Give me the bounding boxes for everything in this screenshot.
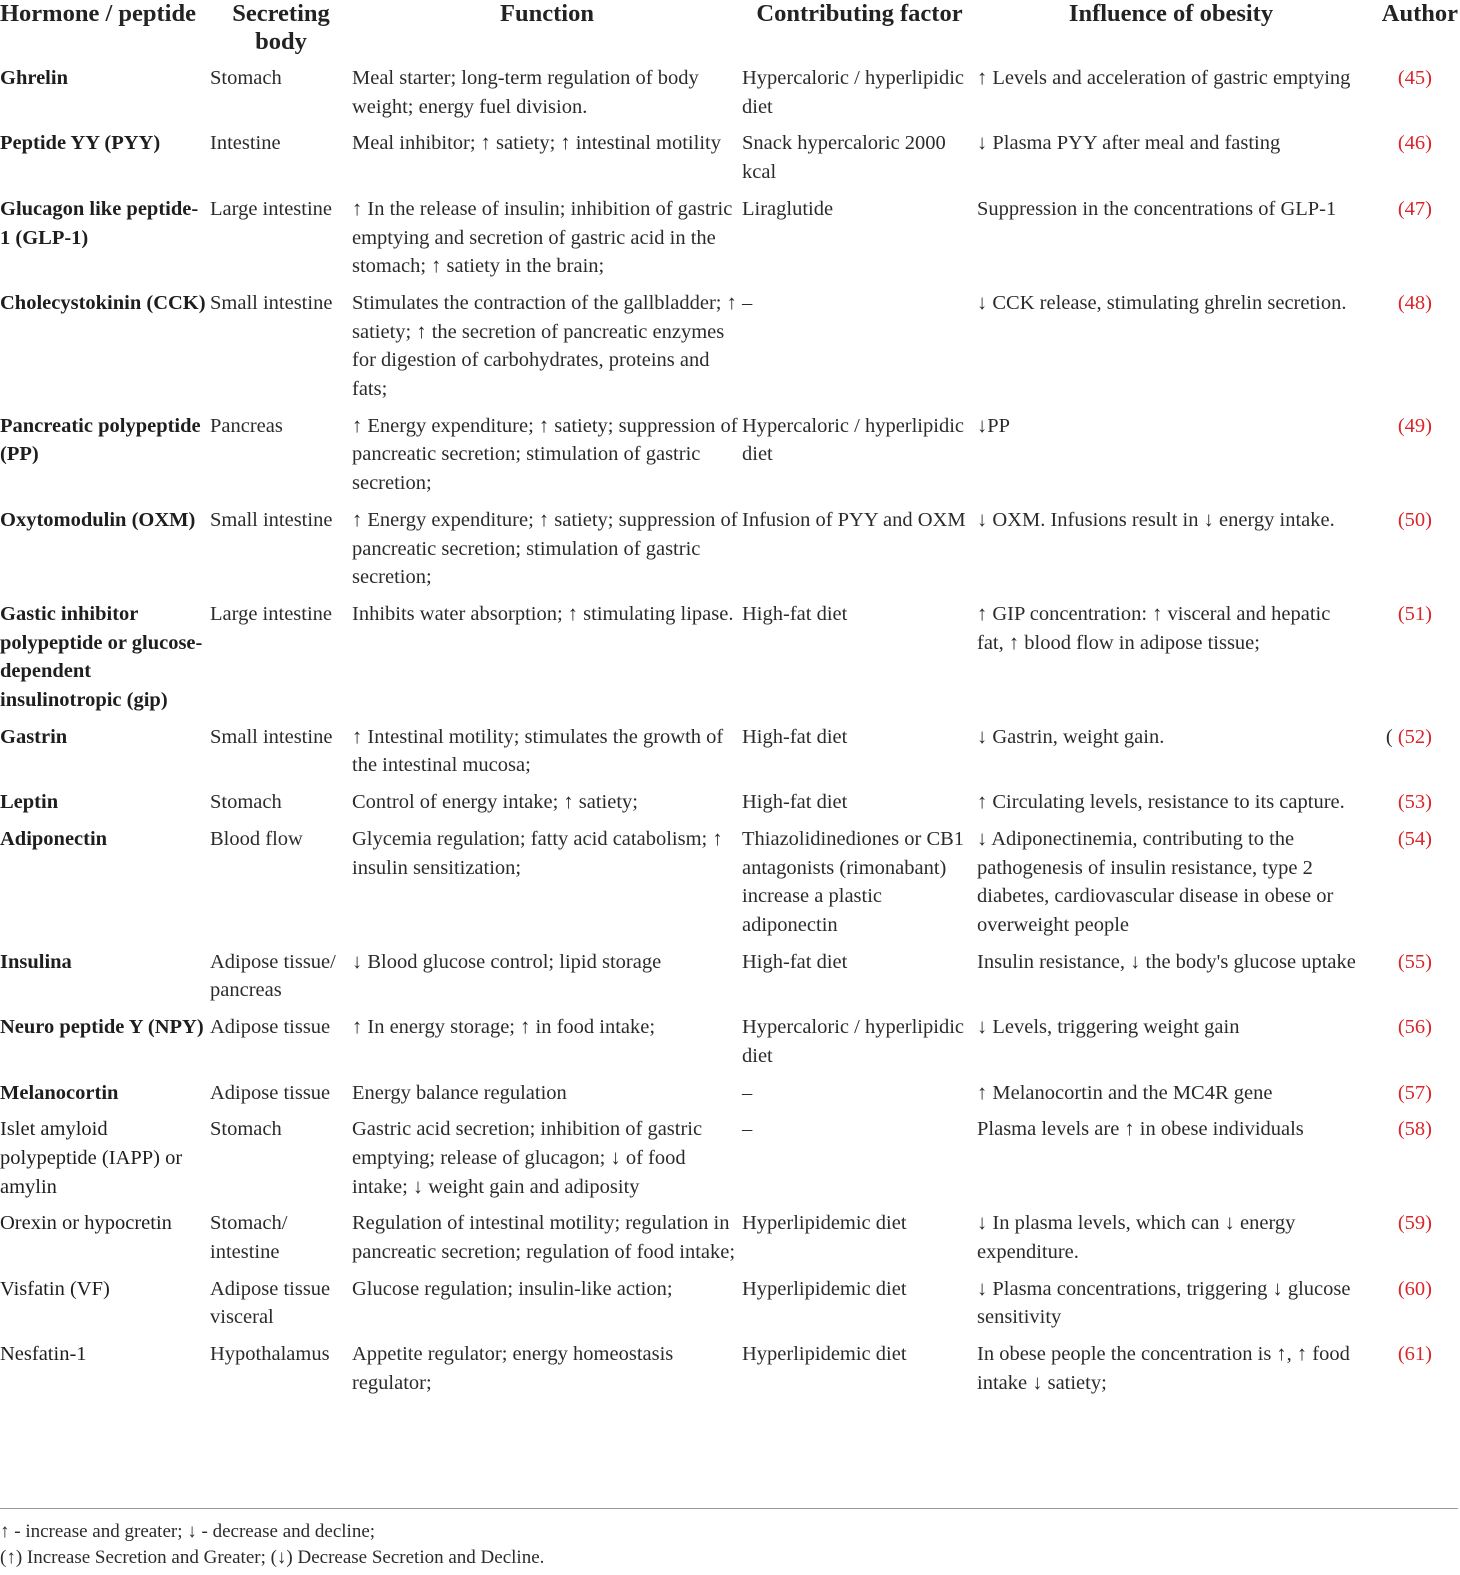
reference-close-paren: ): [1425, 1343, 1432, 1366]
author-cell: [1365, 289, 1458, 412]
contributing-factor-cell: High-fat diet: [742, 950, 848, 973]
contributing-factor-cell: Liraglutide: [742, 197, 834, 220]
reference-open-paren: (: [1397, 67, 1405, 89]
reference-number-link[interactable]: 45: [1404, 67, 1426, 89]
secreting-body-cell: Adipose tissue/ pancreas: [210, 950, 336, 1002]
influence-of-obesity-cell: ↓ CCK release, stimulating ghrelin secretion.: [977, 291, 1347, 314]
reference-number-link[interactable]: 56: [1404, 1016, 1426, 1039]
reference-close-paren: ): [1425, 1277, 1432, 1300]
reference-number-link[interactable]: 61: [1404, 1343, 1426, 1366]
influence-of-obesity-cell: ↓PP: [977, 414, 1011, 437]
hormone-cell: Gastrin: [0, 725, 68, 748]
function-cell: Inhibits water absorption; ↑ stimulating lipase.: [352, 602, 734, 625]
reference-open-paren: (: [1397, 1016, 1405, 1039]
author-cell: [1365, 723, 1458, 788]
table-row: [0, 64, 1458, 129]
contributing-factor-cell: Hyperlipidemic diet: [742, 1212, 907, 1235]
contributing-factor-cell: High-fat diet: [742, 791, 848, 814]
reference-open-paren: (: [1397, 827, 1405, 850]
footnotes: [0, 1519, 544, 1570]
reference-open-paren: (: [1397, 1212, 1405, 1235]
footnote-parenthesized-arrows: (↑) Increase Secretion and Greater; (↓) Decrease Secretion and Decline.: [0, 1546, 545, 1568]
reference-open-paren: (: [1397, 1081, 1405, 1104]
table-row: [0, 506, 1458, 600]
author-cell: [1365, 195, 1458, 289]
function-cell: ↑ Intestinal motility; stimulates the growth of the intestinal mucosa;: [352, 725, 724, 777]
function-cell: ↓ Blood glucose control; lipid storage: [352, 950, 662, 973]
header-function: Function: [500, 0, 594, 27]
secreting-body-cell: Small intestine: [210, 508, 333, 531]
hormone-cell: Pancreatic polypeptide (PP): [0, 414, 201, 466]
function-cell: Energy balance regulation: [352, 1081, 567, 1104]
table-row: [0, 723, 1458, 788]
reference-close-paren: ): [1425, 827, 1432, 850]
author-cell: [1365, 1115, 1458, 1209]
hormone-cell: Islet amyloid polypeptide (IAPP) or amylin: [0, 1118, 183, 1198]
reference-number-link[interactable]: 53: [1404, 791, 1426, 814]
contributing-factor-cell: Snack hypercaloric 2000 kcal: [742, 132, 946, 184]
reference-open-paren: (: [1397, 414, 1405, 437]
function-cell: Regulation of intestinal motility; regulation in pancreatic secretion; regulation of food intake;: [352, 1212, 736, 1264]
reference-number-link[interactable]: 57: [1404, 1081, 1426, 1104]
reference-open-paren: (: [1397, 1343, 1405, 1366]
reference-close-paren: ): [1425, 67, 1432, 89]
reference-close-paren: ): [1425, 291, 1432, 314]
reference-number-link[interactable]: 51: [1404, 602, 1426, 625]
reference-number-link[interactable]: 60: [1404, 1277, 1426, 1300]
author-cell: [1365, 506, 1458, 600]
table-row: [0, 1013, 1458, 1078]
influence-of-obesity-cell: ↑ Levels and acceleration of gastric emptying: [977, 67, 1351, 89]
influence-of-obesity-cell: ↑ Circulating levels, resistance to its capture.: [977, 791, 1345, 814]
author-cell: [1365, 948, 1458, 1013]
contributing-factor-cell: –: [742, 1081, 753, 1104]
reference-close-paren: ): [1425, 1016, 1432, 1039]
secreting-body-cell: Stomach: [210, 1118, 282, 1141]
function-cell: Gastric acid secretion; inhibition of gastric emptying; release of glucagon; ↓ of food intake; ↓ weight gain and adiposity: [352, 1118, 703, 1198]
author-cell: [1365, 1013, 1458, 1078]
influence-of-obesity-cell: ↓ In plasma levels, which can ↓ energy expenditure.: [977, 1212, 1296, 1264]
reference-number-link[interactable]: 52: [1404, 725, 1426, 748]
contributing-factor-cell: High-fat diet: [742, 602, 848, 625]
function-cell: Stimulates the contraction of the gallbladder; ↑ satiety; ↑ the secretion of pancreatic enzymes for digestion of carbohydrates, proteins and fats;: [352, 291, 737, 401]
contributing-factor-cell: –: [742, 291, 753, 314]
reference-open-paren: (: [1397, 291, 1405, 314]
author-cell: [1365, 1079, 1458, 1116]
header-row: [0, 0, 1458, 64]
secreting-body-cell: Small intestine: [210, 291, 333, 314]
hormone-cell: Oxytomodulin (OXM): [0, 508, 196, 531]
reference-number-link[interactable]: 46: [1404, 132, 1426, 155]
influence-of-obesity-cell: ↓ OXM. Infusions result in ↓ energy intake.: [977, 508, 1335, 531]
contributing-factor-cell: Hypercaloric / hyperlipidic diet: [742, 67, 964, 118]
influence-of-obesity-cell: ↓ Adiponectinemia, contributing to the pathogenesis of insulin resistance, type 2 diabetes, cardiovascular disease in obese or overweight people: [977, 827, 1334, 936]
table-row: [0, 1079, 1458, 1116]
hormone-cell: Visfatin (VF): [0, 1277, 110, 1300]
hormone-cell: Nesfatin-1: [0, 1343, 87, 1366]
reference-open-paren: (: [1397, 132, 1405, 155]
header-author: Author: [1381, 0, 1458, 27]
reference-number-link[interactable]: 47: [1404, 197, 1426, 220]
function-cell: Appetite regulator; energy homeostasis regulator;: [352, 1343, 674, 1394]
reference-close-paren: ): [1425, 791, 1432, 814]
reference-number-link[interactable]: 54: [1404, 827, 1426, 850]
header-contributing-factor: Contributing factor: [756, 0, 963, 27]
hormone-cell: Insulina: [0, 950, 72, 973]
secreting-body-cell: Adipose tissue: [210, 1081, 331, 1104]
author-cell: [1365, 600, 1458, 723]
author-cell: [1365, 825, 1458, 948]
reference-open-paren: (: [1397, 950, 1405, 973]
influence-of-obesity-cell: Insulin resistance, ↓ the body's glucose uptake: [977, 950, 1356, 973]
footnote-arrows: ↑ - increase and greater; ↓ - decrease and decline;: [0, 1521, 376, 1542]
hormone-cell: Cholecystokinin (CCK): [0, 291, 206, 314]
table-row: [0, 600, 1458, 723]
contributing-factor-cell: Infusion of PYY and OXM: [742, 508, 966, 531]
table-row: [0, 788, 1458, 825]
influence-of-obesity-cell: ↓ Plasma PYY after meal and fasting: [977, 132, 1281, 155]
reference-close-paren: ): [1425, 414, 1432, 437]
table-row: [0, 195, 1458, 289]
table-row: [0, 825, 1458, 948]
hormone-cell: Orexin or hypocretin: [0, 1212, 172, 1235]
reference-close-paren: ): [1425, 1118, 1432, 1141]
secreting-body-cell: Large intestine: [210, 197, 333, 220]
hormone-cell: Gastic inhibitor polypeptide or glucose-dependent insulinotropic (gip): [0, 602, 203, 712]
footnote-divider: [0, 1508, 1458, 1509]
header-influence-of-obesity: Influence of obesity: [1068, 0, 1274, 27]
reference-number-link[interactable]: 50: [1404, 508, 1426, 531]
reference-open-paren: (: [1397, 791, 1405, 814]
reference-close-paren: ): [1425, 1081, 1432, 1104]
reference-number-link[interactable]: 58: [1404, 1118, 1426, 1141]
table-row: [0, 412, 1458, 506]
author-cell: [1365, 788, 1458, 825]
reference-open-paren: (: [1397, 602, 1405, 625]
secreting-body-cell: Large intestine: [210, 602, 333, 625]
reference-close-paren: ): [1425, 725, 1432, 748]
secreting-body-cell: Small intestine: [210, 725, 333, 748]
reference-open-paren: (: [1397, 1277, 1405, 1300]
reference-close-paren: ): [1425, 197, 1432, 220]
influence-of-obesity-cell: ↑ Melanocortin and the MC4R gene: [977, 1081, 1273, 1104]
table-row: [0, 1115, 1458, 1209]
reference-close-paren: ): [1425, 950, 1432, 973]
header-secreting-body: Secreting body: [232, 0, 330, 55]
hormone-cell: Adiponectin: [0, 827, 108, 850]
function-cell: Glucose regulation; insulin-like action;: [352, 1277, 673, 1300]
author-cell: [1365, 1275, 1458, 1340]
contributing-factor-cell: Hyperlipidemic diet: [742, 1277, 907, 1300]
table-row: [0, 1209, 1458, 1274]
secreting-body-cell: Stomach: [210, 67, 282, 89]
reference-close-paren: ): [1425, 508, 1432, 531]
author-cell: [1365, 412, 1458, 506]
function-cell: Control of energy intake; ↑ satiety;: [352, 791, 638, 814]
function-cell: ↑ Energy expenditure; ↑ satiety; suppression of pancreatic secretion; stimulation of gastric secretion;: [352, 414, 738, 495]
hormone-cell: Ghrelin: [0, 67, 68, 89]
influence-of-obesity-cell: ↑ GIP concentration: ↑ visceral and hepatic fat, ↑ blood flow in adipose tissue;: [977, 602, 1331, 654]
author-cell: [1365, 1340, 1458, 1405]
reference-open-paren: (: [1397, 1118, 1405, 1141]
table-row: [0, 289, 1458, 412]
hormone-cell: Melanocortin: [0, 1081, 119, 1104]
secreting-body-cell: Intestine: [210, 132, 281, 155]
hormone-cell: Neuro peptide Y (NPY): [0, 1016, 204, 1039]
function-cell: ↑ Energy expenditure; ↑ satiety; suppression of pancreatic secretion; stimulation of gastric secretion;: [352, 508, 738, 589]
contributing-factor-cell: Hyperlipidemic diet: [742, 1343, 907, 1366]
contributing-factor-cell: High-fat diet: [742, 725, 848, 748]
reference-number-link[interactable]: 48: [1404, 291, 1426, 314]
header-hormone: Hormone / peptide: [0, 0, 196, 27]
hormone-cell: Leptin: [0, 791, 59, 814]
reference-open-paren: (: [1397, 508, 1405, 531]
reference-open-paren: (: [1397, 197, 1405, 220]
contributing-factor-cell: –: [742, 1118, 753, 1141]
function-cell: ↑ In energy storage; ↑ in food intake;: [352, 1016, 656, 1039]
table-row: [0, 948, 1458, 1013]
reference-number-link[interactable]: 55: [1404, 950, 1426, 973]
secreting-body-cell: Stomach/ intestine: [210, 1212, 288, 1264]
influence-of-obesity-cell: ↓ Plasma concentrations, triggering ↓ glucose sensitivity: [977, 1277, 1351, 1329]
contributing-factor-cell: Hypercaloric / hyperlipidic diet: [742, 1016, 964, 1067]
influence-of-obesity-cell: Plasma levels are ↑ in obese individuals: [977, 1118, 1304, 1141]
influence-of-obesity-cell: ↓ Gastrin, weight gain.: [977, 725, 1165, 748]
function-cell: ↑ In the release of insulin; inhibition of gastric emptying and secretion of gastric acid in the stomach; ↑ satiety in the brain;: [352, 197, 733, 278]
reference-open-paren: (: [1397, 725, 1405, 748]
secreting-body-cell: Hypothalamus: [210, 1343, 330, 1366]
hormone-cell: Peptide YY (PYY): [0, 132, 161, 155]
secreting-body-cell: Blood flow: [210, 827, 303, 850]
contributing-factor-cell: Thiazolidinediones or CB1 antagonists (rimonabant) increase a plastic adiponectin: [742, 827, 965, 936]
reference-close-paren: ): [1425, 132, 1432, 155]
author-cell: [1365, 1209, 1458, 1274]
reference-number-link[interactable]: 59: [1404, 1212, 1426, 1235]
author-prefix: (: [1385, 725, 1398, 748]
influence-of-obesity-cell: In obese people the concentration is ↑, ↑ food intake ↓ satiety;: [977, 1343, 1350, 1394]
influence-of-obesity-cell: Suppression in the concentrations of GLP-1: [977, 197, 1337, 220]
reference-close-paren: ): [1425, 1212, 1432, 1235]
contributing-factor-cell: Hypercaloric / hyperlipidic diet: [742, 414, 964, 466]
function-cell: Meal starter; long-term regulation of body weight; energy fuel division.: [352, 67, 699, 118]
function-cell: Meal inhibitor; ↑ satiety; ↑ intestinal motility: [352, 132, 721, 155]
table-row: [0, 1275, 1458, 1340]
table-row: [0, 129, 1458, 194]
hormone-cell: Glucagon like peptide-1 (GLP-1): [0, 197, 199, 249]
secreting-body-cell: Stomach: [210, 791, 282, 814]
secreting-body-cell: Pancreas: [210, 414, 283, 437]
function-cell: Glycemia regulation; fatty acid catabolism; ↑ insulin sensitization;: [352, 827, 723, 879]
table-row: [0, 1340, 1458, 1405]
reference-close-paren: ): [1425, 602, 1432, 625]
reference-number-link[interactable]: 49: [1404, 414, 1426, 437]
author-cell: [1365, 64, 1458, 129]
secreting-body-cell: Adipose tissue visceral: [210, 1277, 331, 1329]
influence-of-obesity-cell: ↓ Levels, triggering weight gain: [977, 1016, 1240, 1039]
secreting-body-cell: Adipose tissue: [210, 1016, 331, 1039]
author-cell: [1365, 129, 1458, 194]
